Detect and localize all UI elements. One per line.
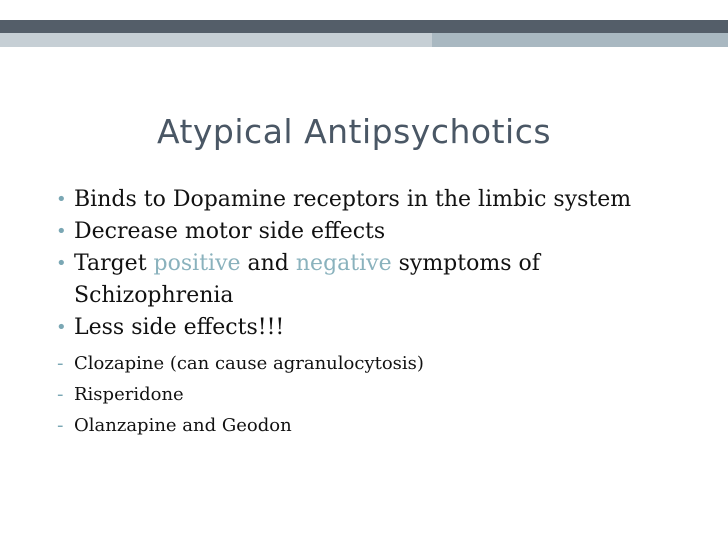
highlight-positive: positive (153, 251, 241, 276)
bullet-text: Binds to Dopamine receptors in the limbic system (74, 187, 632, 212)
sub-item (56, 410, 696, 441)
header-bar-dark (0, 20, 728, 33)
bullet-item (56, 184, 696, 216)
sub-item (56, 379, 696, 410)
bullet-text: Less side effects!!! (74, 315, 285, 340)
bullet-marker: • (56, 221, 67, 242)
slide-title: Atypical Antipsychotics (156, 112, 552, 151)
bullet-marker: • (56, 317, 67, 338)
bullet-text-before: Target (74, 251, 154, 276)
sub-item (56, 348, 696, 379)
dash-marker: - (57, 353, 64, 374)
dash-marker: - (57, 415, 64, 436)
bullet-item (56, 216, 696, 248)
bullet-text: Decrease motor side effects (74, 219, 386, 244)
bullet-item (56, 248, 696, 312)
bullet-marker: • (56, 189, 67, 210)
slide-content (56, 184, 696, 441)
bullet-item (56, 312, 696, 344)
bullet-text-after: symptoms of Schizophrenia (74, 251, 540, 308)
sub-item-text: Risperidone (74, 384, 184, 405)
top-margin (0, 0, 728, 20)
dash-marker: - (57, 384, 64, 405)
bullet-marker: • (56, 253, 67, 274)
sub-item-text: Olanzapine and Geodon (74, 415, 292, 436)
sub-item-text: Clozapine (can cause agranulocytosis) (74, 353, 424, 374)
highlight-negative: negative (295, 251, 392, 276)
bullet-text-middle: and (240, 251, 296, 276)
header-bar-accent (432, 33, 728, 47)
